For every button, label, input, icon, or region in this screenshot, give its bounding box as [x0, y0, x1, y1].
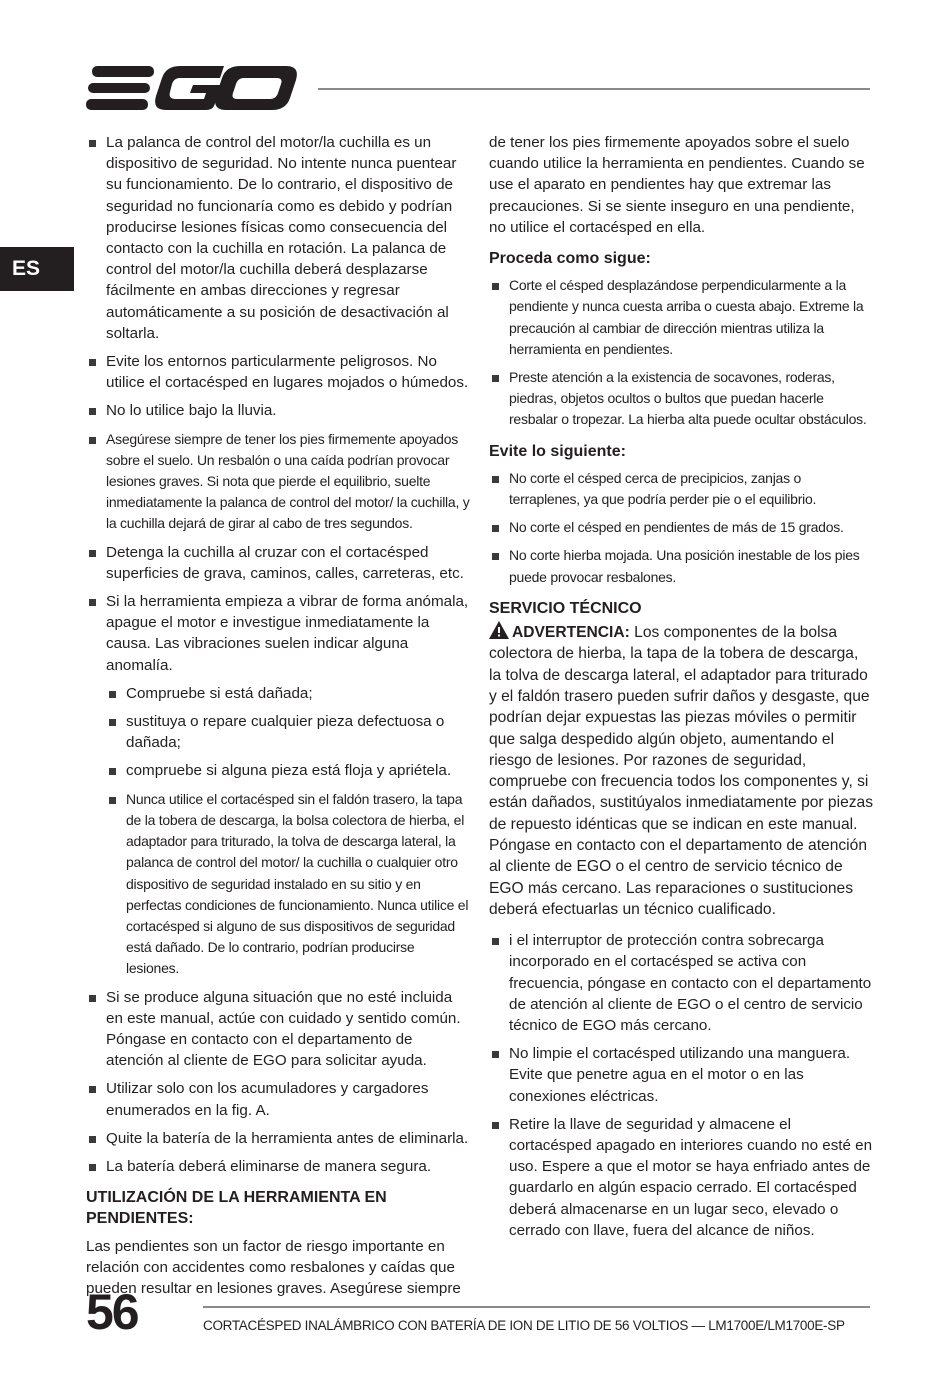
list-item: No corte hierba mojada. Una posición inestable de los pies puede provocar resbalones.: [489, 545, 873, 587]
list-item: i el interruptor de protección contra sobrecarga incorporado en el cortacésped se activa con frecuencia, póngase en contacto con el departamento de atención al cliente de EGO o el centro de servicio técnico de EGO más cercano.: [489, 930, 873, 1036]
list-item: Asegúrese siempre de tener los pies firmemente apoyados sobre el suelo. Un resbalón o una caída podrían provocar lesiones graves. Si nota que pierde el equilibrio, suelte inmediatamente la palanca de control del motor/ la cuchilla, y la cuchilla dejará de girar al cabo de tres segundos.: [86, 429, 470, 535]
sub-list-item: Compruebe si está dañada;: [106, 683, 470, 704]
avoid-heading: Evite lo siguiente:: [489, 442, 626, 460]
list-item: Corte el césped desplazándose perpendicularmente a la pendiente y nunca cuesta arriba o cuesta abajo. Extreme la precaución al cambiar de dirección mientras utiliza la herramienta en pendientes.: [489, 275, 873, 360]
warning-triangle-icon: [489, 621, 509, 639]
footer-rule: [203, 1306, 870, 1308]
list-item: No limpie el cortacésped utilizando una manguera. Evite que penetre agua en el motor o en las conexiones eléctricas.: [489, 1043, 873, 1107]
footer-title: CORTACÉSPED INALÁMBRICO CON BATERÍA DE ION DE LITIO DE 56 VOLTIOS — LM1700E/LM1700E-SP: [203, 1318, 845, 1333]
list-item: No lo utilice bajo la lluvia.: [86, 400, 470, 421]
safety-list: [86, 132, 470, 1177]
slopes-heading: UTILIZACIÓN DE LA HERRAMIENTA EN PENDIENTES:: [86, 1189, 387, 1228]
sub-list-item: Nunca utilice el cortacésped sin el faldón trasero, la tapa de la tobera de descarga, la bolsa colectora de hierba, el adaptador para triturado, la tolva de descarga lateral, la palanca de control del motor/ la cuchilla o cualquier otro dispositivo de seguridad instalado en su sitio y en perfectas condiciones de funcionamiento. Nunca utilice el cortacésped si alguno de sus dispositivos de seguridad está dañado. De lo contrario, podrían producirse lesiones.: [106, 789, 470, 980]
list-item: La palanca de control del motor/la cuchilla es un dispositivo de seguridad. No intente nunca puentear su funcionamiento. De lo contrario, el dispositivo de seguridad no funcionaría como es debido y podrían producirse lesiones físicas como consecuencia del contacto con la cuchilla en rotación. La palanca de control del motor/la cuchilla deberá desplazarse fácilmente en ambas direcciones y regresar automáticamente a su posición de desactivación al soltarla.: [86, 132, 470, 344]
ego-logo: [86, 62, 298, 114]
list-item: Evite los entornos particularmente peligrosos. No utilice el cortacésped en lugares mojados o húmedos.: [86, 351, 470, 393]
avoid-list: [489, 468, 873, 588]
slopes-continued-text: de tener los pies firmemente apoyados sobre el suelo cuando utilice la herramienta en pendientes. Cuando se use el aparato en pendientes hay que extremar las precauciones. Si se siente inseguro en una pendiente, no utilice el cortacésped en ella.: [489, 134, 865, 236]
proceed-list: [489, 275, 873, 430]
sub-list: [106, 683, 470, 980]
right-column: [489, 132, 873, 1248]
header-rule: [318, 88, 870, 90]
list-item: Detenga la cuchilla al cruzar con el cortacésped superficies de grava, caminos, calles, carreteras, etc.: [86, 542, 470, 584]
list-item: La batería deberá eliminarse de manera segura.: [86, 1156, 470, 1177]
list-item: Utilizar solo con los acumuladores y cargadores enumerados en la fig. A.: [86, 1078, 470, 1120]
warning-text: Los componentes de la bolsa colectora de hierba, la tapa de la tobera de descarga, la tolva de descarga lateral, el adaptador para triturado y el faldón trasero pueden sufrir daños y desgaste, que podrían dejar expuestas las piezas móviles o permitir que salga despedido algún objeto, aumentando el riesgo de lesiones. Por razones de seguridad, compruebe con frecuencia todos los componentes y, si están dañados, sustitúyalos inmediatamente por piezas de repuesto idénticas que se indican en este manual. Póngase en contacto con el departamento de atención al cliente de EGO o el centro de servicio técnico de EGO más cercano. Las reparaciones o sustituciones deberá efectuarlas un técnico cualificado.: [489, 624, 874, 918]
service-heading: SERVICIO TÉCNICO: [489, 599, 642, 617]
language-tab: ES: [0, 247, 74, 291]
sub-list-item: compruebe si alguna pieza está floja y apriétela.: [106, 760, 470, 781]
list-item: Si se produce alguna situación que no esté incluida en este manual, actúe con cuidado y sentido común. Póngase en contacto con el departamento de atención al cliente de EGO para solicitar ayuda.: [86, 987, 470, 1072]
page-number: 56: [86, 1284, 138, 1340]
service-list: [489, 930, 873, 1241]
list-item: [86, 591, 470, 979]
vibration-text: Si la herramienta empieza a vibrar de forma anómala, apague el motor e investigue inmediatamente la causa. Las vibraciones suelen indicar alguna anomalía.: [106, 593, 469, 674]
proceed-heading: Proceda como sigue:: [489, 250, 651, 268]
sub-list-item: sustituya o repare cualquier pieza defectuosa o dañada;: [106, 711, 470, 753]
list-item: Quite la batería de la herramienta antes de eliminarla.: [86, 1128, 470, 1149]
list-item: No corte el césped cerca de precipicios, zanjas o terraplenes, ya que podría perder pie o el equilibrio.: [489, 468, 873, 510]
warning-paragraph: [489, 621, 873, 920]
warning-label: ADVERTENCIA:: [512, 624, 630, 642]
list-item: Retire la llave de seguridad y almacene el cortacésped apagado en interiores cuando no esté en uso. Espere a que el motor se haya enfriado antes de guardarlo en algún espacio cerrado. El cortacésped deberá almacenarse en un lugar seco, elevado o cerrado con llave, fuera del alcance de niños.: [489, 1114, 873, 1241]
list-item: No corte el césped en pendientes de más de 15 grados.: [489, 517, 873, 538]
list-item: Preste atención a la existencia de socavones, roderas, piedras, objetos ocultos o bultos que puedan hacerle resbalar o tropezar. La hierba alta puede ocultar obstáculos.: [489, 367, 873, 431]
left-column: [86, 132, 470, 1299]
slopes-text: Las pendientes son un factor de riesgo importante en relación con accidentes como resbalones y caídas que pueden resultar en lesiones graves. Asegúrese siempre: [86, 1237, 461, 1297]
